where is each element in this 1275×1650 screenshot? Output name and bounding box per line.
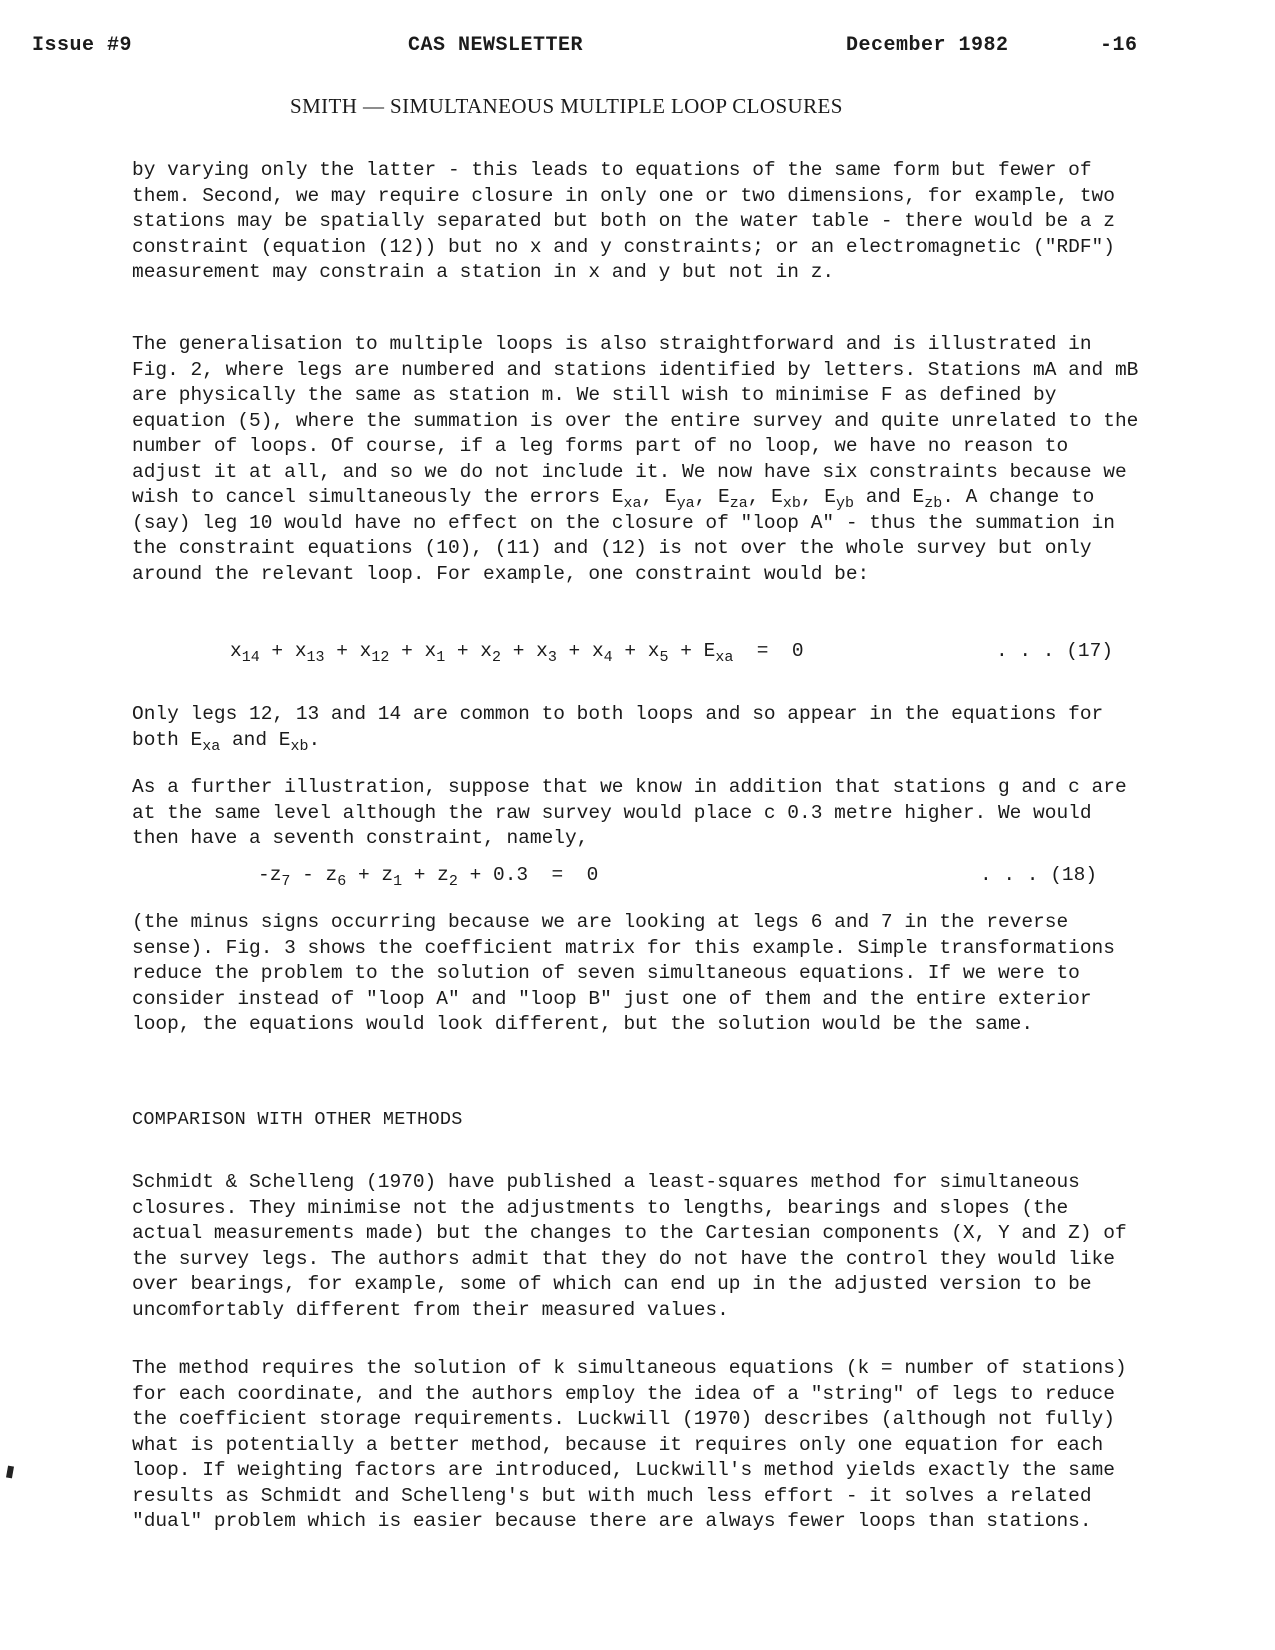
issue-date: December 1982 [846, 34, 1009, 57]
equation-18: $-z_7 - z_6 + z_1 + z_2 + 0.3 = 0$ [258, 864, 599, 890]
paragraph-2 [132, 332, 1142, 587]
equation-17-number: . . . (17) [996, 640, 1114, 662]
paragraph-5: (the minus signs occurring because we are looking at legs 6 and 7 in the reverse sense). Fig. 3 shows the coefficient matrix for this example. Simple transformations reduce the problem to the solution of seven simultaneous equations. If we were to consider instead of "loop A" and "loop B" just one of them and the entire exterior loop, the equations would look different, but the solution would be the same. [132, 911, 1115, 1035]
issue-number: Issue #9 [32, 34, 133, 57]
article-title: SMITH — SIMULTANEOUS MULTIPLE LOOP CLOSURES [290, 94, 843, 118]
paragraph-3-text-a: Only legs 12, 13 and 14 are common to both loops and so appear in the equations for both [132, 703, 1104, 751]
newsletter-name: CAS NEWSLETTER [408, 34, 584, 57]
error-terms: $E_{xa}$, $E_{ya}$, $E_{za}$, $E_{xb}$, $E_{yb}$ and $E_{zb}$. [611, 486, 954, 512]
paragraph-4: As a further illustration, suppose that we know in addition that stations g and c are at the same level although the raw survey would place c 0.3 metre higher. We would then have a seventh constraint, namely, [132, 776, 1127, 849]
paragraph-7: The method requires the solution of k simultaneous equations (k = number of stations) for each coordinate, and the authors employ the idea of a "string" of legs to reduce the coefficient storage requirements. Luckwill (1970) describes (although not fully) what is potentially a better method, because it requires only one equation for each loop. If weighting factors are introduced, Luckwill's method yields exactly the same results as Schmidt and Schelleng's but with much less effort - it solves a related "dual" problem which is easier because there are always fewer loops than stations. [132, 1357, 1127, 1532]
section-heading: COMPARISON WITH OTHER METHODS [132, 1109, 463, 1130]
equation-18-number: . . . (18) [980, 864, 1098, 886]
paragraph-1: by varying only the latter - this leads to equations of the same form but fewer of them. Second, we may require closure in only one or two dimensions, for example, two stations may be spatially separated but both on the water table - there would be a z constraint (equation (12)) but no x and y constraints; or an electromagnetic ("RDF") measurement may constrain a station in x and y but not in z. [132, 159, 1115, 283]
paragraph-2-text-a: The generalisation to multiple loops is also straightforward and is illustrated in Fig. 2, where legs are numbered and stations identified by letters. Stations mA and mB are physically the same as station m. We still wish to minimise F as defined by equation (5), where the summation is over the entire survey and quite unrelated to the number of loops. Of course, if a leg forms part of no loop, we have no reason to adjust it at all, and so we do not include it. We now have six constraints because we wish to cancel simultaneously the errors [132, 333, 1139, 508]
paragraph-6: Schmidt & Schelleng (1970) have published a least-squares method for simultaneous closures. They minimise not the adjustments to lengths, bearings and slopes (the actual measurements made) but the changes to the Cartesian components (X, Y and Z) of the survey legs. The authors admit that they do not have the control they would like over bearings, for example, some of which can end up in the adjusted version to be uncomfortably different from their measured values. [132, 1171, 1127, 1321]
paragraph-2-text-b: A change to (say) leg 10 would have no effect on the closure of "loop A" - thus the summation in the constraint equations (10), (11) and (12) is not over the whole survey but only around the relevant loop. For example, one constraint would be: [132, 486, 1115, 585]
ink-mark [6, 1466, 14, 1479]
page-number: -16 [1100, 34, 1138, 57]
paragraph-3: Only legs 12, 13 and 14 are common to both loops and so appear in the equations for both $E_{xa}$ and $E_{xb}$. [132, 703, 1104, 755]
paragraph-3-text-b: and [231, 728, 268, 751]
equation-17: $x_{14} + x_{13} + x_{12} + x_1 + x_2 + x_3 + x_4 + x_5 + E_{xa} = 0$ [230, 640, 804, 666]
